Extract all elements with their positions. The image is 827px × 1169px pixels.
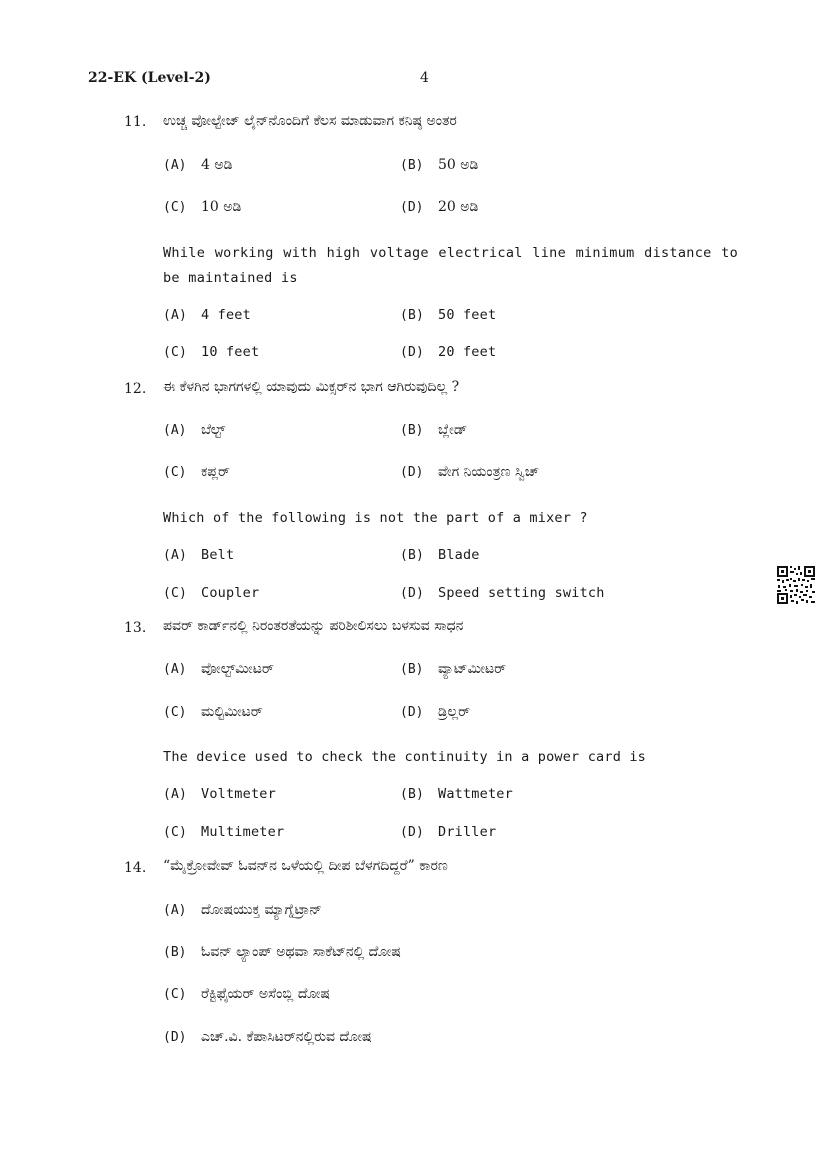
question-number: 12. — [124, 381, 147, 397]
option-label: (A) — [163, 308, 188, 323]
option-a-kannada — [163, 661, 274, 677]
option-text: 4 feet — [201, 307, 251, 323]
option-c-kannada — [163, 199, 241, 215]
option-a-english — [163, 786, 276, 802]
option-b-english — [400, 786, 513, 802]
option-label: (D) — [400, 465, 424, 480]
option-text: 4 ಅಡಿ — [201, 157, 233, 173]
question-text-english: The device used to check the continuity in a power card is — [163, 749, 647, 765]
option-text: ಡ್ರಿಲ್ಲರ್ — [438, 704, 471, 720]
option-label: (A) — [163, 662, 187, 677]
option-label: (A) — [163, 903, 187, 918]
option-text: 10 feet — [201, 344, 260, 360]
question-number: 14. — [124, 860, 147, 876]
question-text-english: While working with high voltage electrical line minimum distance to be maintained is — [163, 245, 738, 286]
option-text: ದೋಷಯುಕ್ತ ಮ್ಯಾಗ್ನೆಟ್ರಾನ್ — [201, 902, 322, 918]
question-number: 13. — [124, 620, 147, 636]
option-label: (B) — [400, 158, 424, 173]
option-text: ವ್ಯಾಟ್‌ಮೀಟರ್ — [438, 661, 507, 677]
option-text: 20 feet — [438, 344, 497, 360]
option-label: (D) — [400, 586, 425, 601]
option-text: ವೋಲ್ಟ್‌ಮೀಟರ್ — [201, 661, 274, 677]
option-label: (A) — [163, 548, 188, 563]
option-d-kannada — [163, 1029, 372, 1045]
option-d-kannada — [400, 704, 470, 720]
option-text: Driller — [438, 824, 497, 840]
question-text-english: Which of the following is not the part of a mixer ? — [163, 510, 588, 526]
option-text: 10 ಅಡಿ — [201, 199, 242, 215]
option-b-english — [400, 547, 480, 563]
option-d-english — [400, 585, 605, 601]
option-text: ಎಚ್.ವಿ. ಕೆಪಾಸಿಟರ್‌ನಲ್ಲಿರುವ ದೋಷ — [201, 1029, 372, 1045]
option-a-kannada — [163, 902, 322, 918]
option-label: (C) — [163, 345, 188, 360]
question-text-kannada: ಈ ಕೆಳಗಿನ ಭಾಗಗಳಲ್ಲಿ ಯಾವುದು ಮಿಕ್ಸರ್‌ನ ಭಾಗ ಆಗಿರುವುದಿಲ್ಲ ? — [163, 379, 460, 395]
option-label: (C) — [163, 586, 188, 601]
option-label: (A) — [163, 787, 188, 802]
option-text: Coupler — [201, 585, 260, 601]
option-text: 50 ಅಡಿ — [438, 157, 479, 173]
option-text: 50 feet — [438, 307, 497, 323]
option-a-english — [163, 547, 234, 563]
option-label: (B) — [400, 787, 425, 802]
option-text: Speed setting switch — [438, 585, 605, 601]
option-text: ಕಪ್ಲರ್ — [201, 464, 230, 480]
option-label: (B) — [400, 308, 425, 323]
option-b-kannada — [400, 422, 467, 438]
page-number: 4 — [420, 70, 429, 86]
option-c-kannada — [163, 464, 230, 480]
option-text: Belt — [201, 547, 235, 563]
option-label: (B) — [400, 423, 424, 438]
option-text: 20 ಅಡಿ — [438, 199, 479, 215]
option-c-english — [163, 585, 259, 601]
option-label: (C) — [163, 705, 187, 720]
question-number: 11. — [124, 114, 147, 130]
option-text: ಬ್ಲೇಡ್ — [438, 422, 468, 438]
option-text: Wattmeter — [438, 786, 513, 802]
option-a-kannada — [163, 157, 232, 173]
option-label: (A) — [163, 423, 187, 438]
option-d-kannada — [400, 199, 478, 215]
option-c-kannada — [163, 704, 263, 720]
option-d-english — [400, 824, 496, 840]
option-label: (D) — [400, 825, 425, 840]
option-text: ವೇಗ ನಿಯಂತ್ರಣ ಸ್ವಿಚ್ — [438, 464, 540, 480]
option-c-english — [163, 344, 259, 360]
option-d-english — [400, 344, 496, 360]
option-a-kannada — [163, 422, 225, 438]
option-label: (A) — [163, 158, 187, 173]
paper-code: 22-EK (Level-2) — [88, 70, 211, 86]
question-text-kannada: ಉಚ್ಚ ವೋಲ್ಟೇಜ್ ಲೈನ್‌ನೊಂದಿಗೆ ಕೆಲಸ ಮಾಡುವಾಗ ಕನಿಷ್ಠ ಅಂತರ — [163, 113, 457, 129]
option-c-kannada — [163, 986, 330, 1002]
option-b-english — [400, 307, 496, 323]
option-b-kannada — [163, 944, 401, 960]
option-label: (D) — [163, 1030, 187, 1045]
option-a-english — [163, 307, 251, 323]
option-label: (C) — [163, 825, 188, 840]
option-label: (B) — [400, 662, 424, 677]
option-text: Voltmeter — [201, 786, 276, 802]
question-text-kannada: “ಮೈಕ್ರೋವೇವ್ ಓವನ್‌ನ ಒಳೆಯಲ್ಲಿ ದೀಪ ಬೆಳಗದಿದ್ದರೆ” ಕಾರಣ — [163, 858, 448, 874]
option-text: Blade — [438, 547, 480, 563]
option-label: (D) — [400, 345, 425, 360]
option-label: (B) — [163, 945, 187, 960]
option-label: (C) — [163, 987, 187, 1002]
option-d-kannada — [400, 464, 539, 480]
option-text: ಓವನ್ ಲ್ಯಾಂಪ್ ಅಥವಾ ಸಾಕೆಟ್‌ನಲ್ಲಿ ದೋಷ — [201, 944, 401, 960]
option-text: ಮಲ್ಟಿಮೀಟರ್ — [201, 704, 263, 720]
option-b-kannada — [400, 661, 506, 677]
option-text: ಬೆಲ್ಟ್ — [201, 422, 226, 438]
option-text: Multimeter — [201, 824, 285, 840]
option-label: (B) — [400, 548, 425, 563]
question-text-kannada: ಪವರ್ ಕಾರ್ಡ್‌ನಲ್ಲಿ ನಿರಂತರತೆಯನ್ನು ಪರಿಶೀಲಿಸಲು ಬಳಸುವ ಸಾಧನ — [163, 618, 464, 634]
option-label: (C) — [163, 465, 187, 480]
qr-code — [776, 565, 816, 605]
option-b-kannada — [400, 157, 478, 173]
option-text: ರೆಕ್ಟಿಫೈಯರ್ ಅಸೆಂಬ್ಲಿ ದೋಷ — [201, 986, 330, 1002]
option-label: (D) — [400, 705, 424, 720]
option-c-english — [163, 824, 284, 840]
option-label: (C) — [163, 200, 187, 215]
option-label: (D) — [400, 200, 424, 215]
